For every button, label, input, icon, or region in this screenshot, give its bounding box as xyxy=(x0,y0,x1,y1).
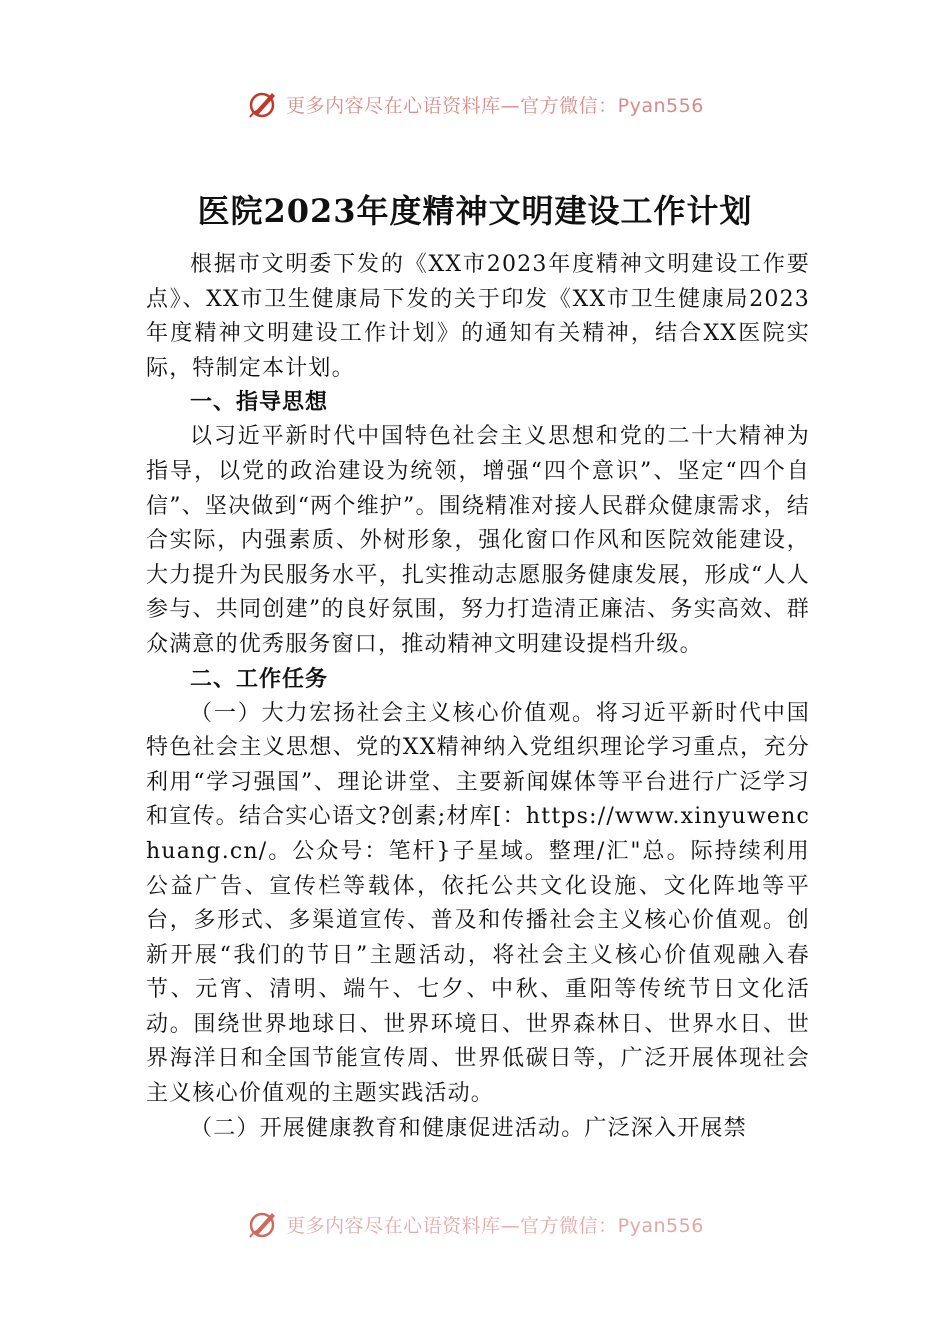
work-task-item-2: （二）开展健康教育和健康促进活动。广泛深入开展禁 xyxy=(190,1115,747,1141)
section-heading-guiding-ideology: 一、指导思想 xyxy=(190,390,329,416)
guiding-ideology-paragraph: 以习近平新时代中国特色社会主义思想和党的二十大精神为指导，以党的政治建设为统领，增强“四个意识”、坚定“四个自信”、坚决做到“两个维护”。围绕精准对接人民群众健康需求，结合实际，内强素质、外树形象，强化窗口作风和医院效能建设，大力提升为民服务水平，扎实推动志愿服务健康发展，形成“人人参与、共同创建”的良好氛围，努力打造清正廉洁、务实高效、群众满意的优秀服务窗口，推动精神文明建设提档升级。 xyxy=(146,424,810,657)
section-heading-work-tasks: 二、工作任务 xyxy=(190,666,329,692)
header-watermark xyxy=(0,84,950,124)
work-task-item-1: （一）大力宏扬社会主义核心价值观。将习近平新时代中国特色社会主义思想、党的XX精神纳入党组织理论学习重点，充分利用“学习强国”、理论讲堂、主要新闻媒体等平台进行广泛学习和宣传。结合实心语文?创素;材库[：https://www.xinyuwenchuang.cn/。公众号：笔杆}子星域。整理/汇"总。际持续利用公益广告、宣传栏等载体，依托公共文化设施、文化阵地等平台，多形式、多渠道宣传、普及和传播社会主义核心价值观。创新开展“我们的节日”主题活动，将社会主义核心价值观融入春节、元宵、清明、端午、七夕、中秋、重阳等传统节日文化活动。围绕世界地球日、世界环境日、世界森林日、世界水日、世界海洋日和全国节能宣传周、世界低碳日等，广泛开展体现社会主义核心价值观的主题实践活动。 xyxy=(146,700,810,1107)
footer-watermark-text: 更多内容尽在心语资料库—官方微信：Pyan556 xyxy=(286,1214,704,1237)
pen-nib-logo-icon xyxy=(246,87,280,121)
pen-nib-logo-icon xyxy=(246,1207,280,1241)
document-title: 医院2023年度精神文明建设工作计划 xyxy=(197,192,753,230)
document-body xyxy=(146,248,810,1146)
footer-watermark xyxy=(0,1204,950,1244)
header-watermark-text: 更多内容尽在心语资料库—官方微信：Pyan556 xyxy=(286,94,704,117)
intro-paragraph: 根据市文明委下发的《XX市2023年度精神文明建设工作要点》、XX市卫生健康局下发的关于印发《XX市卫生健康局2023年度精神文明建设工作计划》的通知有关精神，结合XX医院实际，特制定本计划。 xyxy=(146,252,810,381)
